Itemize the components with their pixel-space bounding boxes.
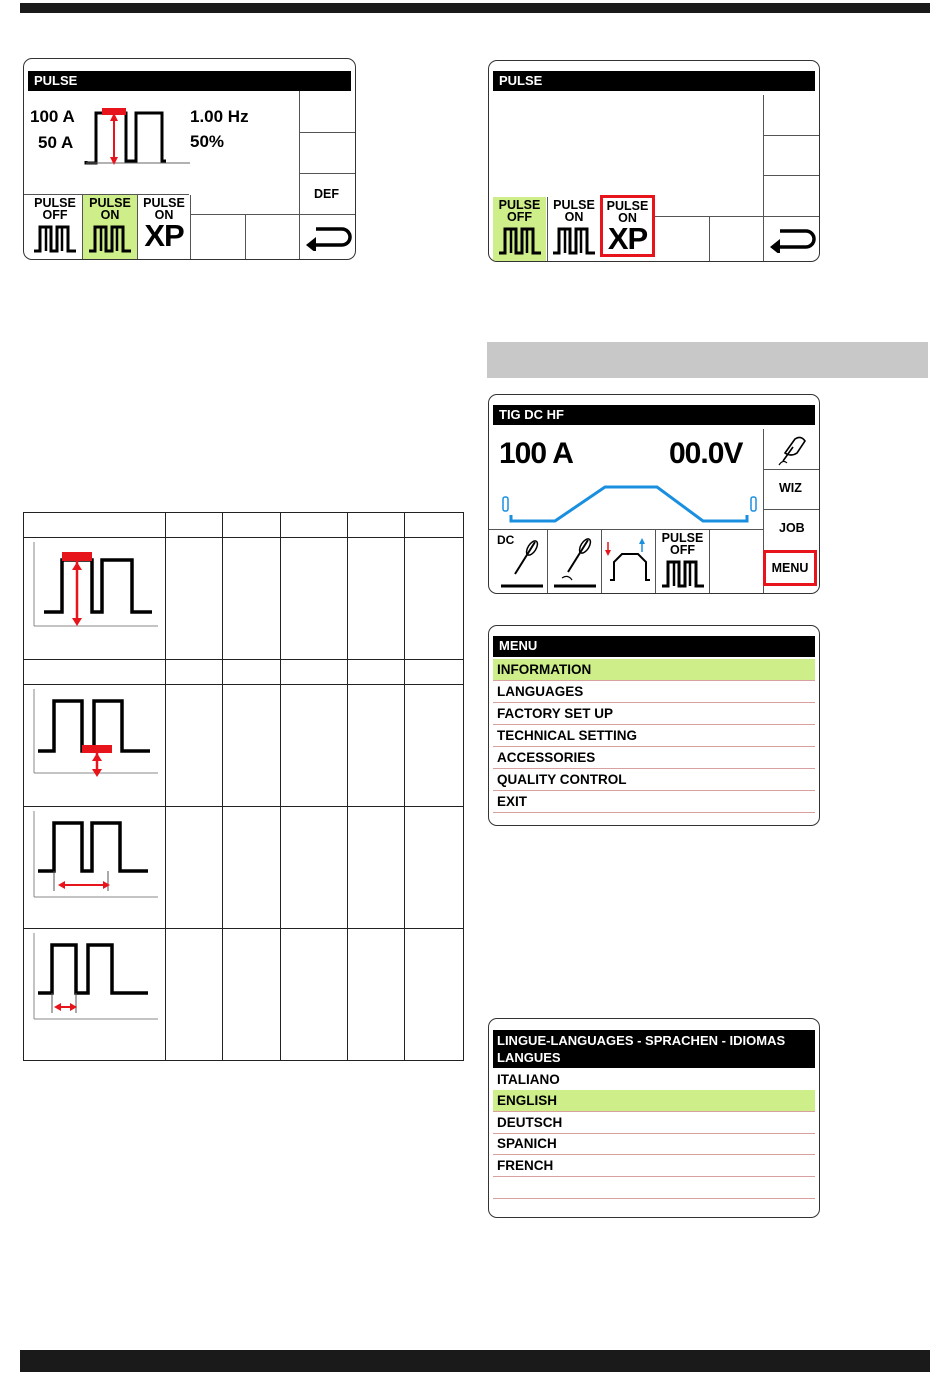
square-wave-icon [32,223,78,253]
pulse-on-label-1: PULSE [89,196,131,210]
side-divider [763,95,764,262]
tig-torch-hf-icon [552,534,598,590]
tig-screen-title: TIG DC HF [493,405,815,425]
pulse-frequency-icon [24,807,164,917]
pulse-on-label-1: PULSE [553,198,595,212]
pulse-off-label-1: PULSE [498,198,541,212]
square-wave-icon [87,223,133,253]
language-item-italiano[interactable]: ITALIANO [493,1069,815,1091]
pulse-off-label-2: OFF [507,210,532,224]
languages-title-line2: LANGUES [497,1050,561,1065]
tig-cycle-wave-icon [497,481,763,529]
page-footer-bar [20,1350,930,1372]
menu-screen [488,625,820,826]
table-row [24,929,464,1061]
def-button[interactable]: DEF [314,187,339,201]
side-sep-2 [763,509,820,510]
side-sep-2 [763,175,820,176]
tig-hf-button[interactable] [548,530,600,592]
pulse-xp-button[interactable] [600,195,655,257]
tig-current-value: 100 A [499,437,573,470]
pulse-on-button[interactable] [83,195,137,260]
btn-sep-4 [709,216,710,262]
pulse-duty-cycle-icon [24,929,164,1039]
section-header-band [487,342,928,378]
menu-button[interactable]: MENU [763,550,817,586]
current-high-value: 100 A [30,107,75,126]
side-sep-2 [299,173,356,174]
square-wave-icon [551,225,597,255]
side-sep-3 [299,214,356,215]
languages-title-line1: LINGUE-LANGUAGES - SPRACHEN - IDIOMAS [497,1033,786,1048]
pulse-wave-peak-icon [84,103,192,169]
xp-icon: XP [144,218,184,253]
square-wave-icon [497,225,543,255]
menu-item-information[interactable]: INFORMATION [493,659,815,681]
pulse-screen-2-title: PULSE [493,71,815,91]
wiz-button[interactable]: WIZ [779,481,802,495]
pulse-xp-button[interactable] [138,195,190,257]
pulse-peak-current-icon [24,538,164,648]
languages-title [493,1030,815,1068]
current-low-value: 50 A [38,133,74,152]
tig-screen [488,394,820,594]
pulse-xp-label-1: PULSE [143,196,185,210]
language-item-spanich[interactable]: SPANICH [493,1133,815,1155]
dc-mode-button[interactable] [493,530,547,592]
table-row [24,685,464,807]
pulse-xp-label-1: PULSE [606,199,649,213]
pulse-off-label-1: PULSE [34,196,76,210]
pulse-off-button[interactable] [493,197,546,262]
pulse-off-button[interactable] [656,530,709,592]
pulse-on-label-2: ON [100,208,120,222]
page-header-bar [20,3,930,13]
tig-voltage-value: 00.0V [669,437,743,470]
pulse-screen-2 [488,60,820,262]
menu-item-accessories[interactable]: ACCESSORIES [493,747,815,769]
pulse-screen-1-title: PULSE [28,71,351,91]
menu-item-languages[interactable]: LANGUAGES [493,681,815,703]
languages-screen [488,1018,820,1218]
btn-sep-3 [190,195,191,260]
pulse-off-label-1: PULSE [661,531,704,545]
pulse-on-button[interactable] [548,197,600,259]
menu-item-factory-set-up[interactable]: FACTORY SET UP [493,703,815,725]
trigger-2t-icon [604,534,654,590]
torch-icon[interactable] [775,431,811,467]
pulse-xp-label-2: ON [154,208,174,222]
btn-sep-4 [245,214,246,260]
pulse-off-button[interactable] [28,195,82,257]
pulse-screen-1 [23,58,356,260]
pulse-off-label-2: OFF [670,543,695,557]
pulse-off-label-2: OFF [42,208,68,222]
table-row [24,538,464,660]
side-sep-1 [299,132,356,133]
table-row [24,807,464,929]
pulse-on-label-2: ON [564,210,584,224]
side-sep-1 [763,135,820,136]
duty-value: 50% [190,132,225,151]
job-button[interactable]: JOB [779,521,805,535]
xp-icon: XP [607,221,648,256]
table-row [24,513,464,538]
menu-title: MENU [493,636,815,657]
trigger-mode-button[interactable] [602,530,655,592]
menu-item-quality-control[interactable]: QUALITY CONTROL [493,769,815,791]
frequency-value: 1.00 Hz [190,107,249,126]
btn-sep-4 [709,529,710,594]
dc-label: DC [497,533,515,547]
side-sep-1 [763,469,820,470]
pulse-base-current-icon [24,685,164,795]
language-item-french[interactable]: FRENCH [493,1155,815,1177]
pulse-parameter-table [23,512,464,1061]
side-sep-3 [763,216,820,217]
language-item-empty[interactable] [493,1177,815,1199]
square-wave-icon [660,558,706,588]
electrode-icon [499,534,545,590]
menu-item-exit[interactable]: EXIT [493,791,815,813]
back-arrow-icon[interactable] [768,225,816,253]
table-row [24,660,464,685]
back-arrow-icon[interactable] [304,223,352,251]
pulse-xp-label-2: ON [618,211,637,225]
language-item-english[interactable]: ENGLISH [493,1090,815,1112]
side-divider [299,91,300,260]
menu-item-technical-setting[interactable]: TECHNICAL SETTING [493,725,815,747]
language-item-deutsch[interactable]: DEUTSCH [493,1112,815,1134]
